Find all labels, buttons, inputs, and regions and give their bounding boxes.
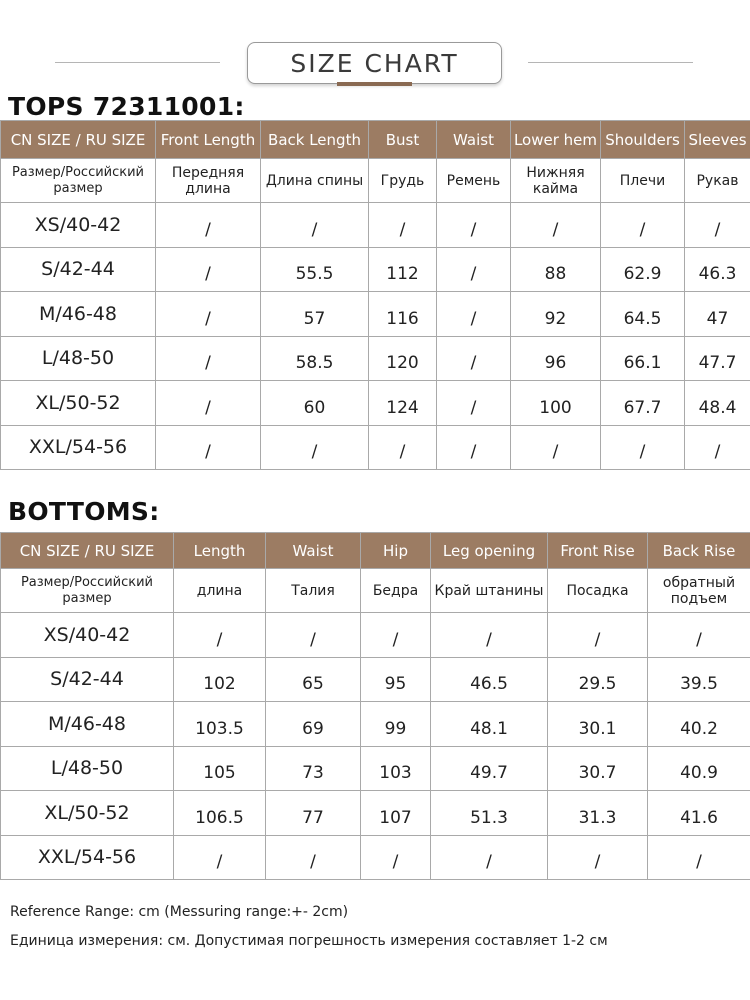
measurement-cell: 30.7 xyxy=(548,746,648,791)
size-label: XXL/54-56 xyxy=(1,835,174,880)
measurement-cell: 29.5 xyxy=(548,657,648,702)
column-header-ru: Грудь xyxy=(369,159,437,203)
measurement-cell: / xyxy=(361,835,431,880)
size-label: XL/50-52 xyxy=(1,381,156,426)
table-row xyxy=(1,613,750,658)
measurement-cell: / xyxy=(266,613,361,658)
size-label: XS/40-42 xyxy=(1,613,174,658)
column-header-en: CN SIZE / RU SIZE xyxy=(1,533,174,569)
bottoms-header-row-en xyxy=(1,533,750,569)
measurement-cell: 57 xyxy=(261,292,369,337)
measurement-cell: 124 xyxy=(369,381,437,426)
measurement-cell: 103.5 xyxy=(174,702,266,747)
measurement-cell: 51.3 xyxy=(431,791,548,836)
measurement-cell: 31.3 xyxy=(548,791,648,836)
column-header-en: Waist xyxy=(437,121,511,159)
measurement-cell: / xyxy=(648,835,750,880)
table-row xyxy=(1,702,750,747)
measurement-cell: / xyxy=(437,292,511,337)
column-header-ru: длина xyxy=(174,569,266,613)
measurement-cell: 88 xyxy=(511,247,601,292)
column-header-ru: Ремень xyxy=(437,159,511,203)
column-header-ru: Длина спины xyxy=(261,159,369,203)
bottoms-size-table xyxy=(0,532,750,880)
measurement-cell: 48.1 xyxy=(431,702,548,747)
size-label: L/48-50 xyxy=(1,336,156,381)
table-row xyxy=(1,425,750,470)
column-header-en: Lower hem xyxy=(511,121,601,159)
measurement-cell: 112 xyxy=(369,247,437,292)
measurement-cell: / xyxy=(174,835,266,880)
column-header-en: Shoulders xyxy=(601,121,685,159)
column-header-en: Waist xyxy=(266,533,361,569)
measurement-cell: / xyxy=(431,835,548,880)
header-divider-left xyxy=(55,62,220,63)
measurement-cell: / xyxy=(431,613,548,658)
measurement-cell: / xyxy=(437,203,511,248)
measurement-cell: / xyxy=(601,425,685,470)
measurement-cell: 39.5 xyxy=(648,657,750,702)
column-header-ru: Посадка xyxy=(548,569,648,613)
measurement-cell: 67.7 xyxy=(601,381,685,426)
tops-size-table xyxy=(0,120,750,470)
column-header-ru: Бедра xyxy=(361,569,431,613)
measurement-cell: 95 xyxy=(361,657,431,702)
table-row xyxy=(1,835,750,880)
size-label: M/46-48 xyxy=(1,702,174,747)
measurement-cell: / xyxy=(437,247,511,292)
measurement-cell: 41.6 xyxy=(648,791,750,836)
measurement-cell: / xyxy=(648,613,750,658)
measurement-cell: 116 xyxy=(369,292,437,337)
measurement-cell: 100 xyxy=(511,381,601,426)
measurement-cell: 46.3 xyxy=(685,247,750,292)
table-row xyxy=(1,381,750,426)
size-label: S/42-44 xyxy=(1,247,156,292)
measurement-cell: / xyxy=(261,203,369,248)
measurement-cell: / xyxy=(261,425,369,470)
size-chart-header xyxy=(0,40,750,90)
measurement-cell: / xyxy=(548,613,648,658)
tops-header-row-ru xyxy=(1,159,750,203)
column-header-ru: обратный подъем xyxy=(648,569,750,613)
size-label: S/42-44 xyxy=(1,657,174,702)
measurement-cell: 47 xyxy=(685,292,750,337)
measurement-cell: / xyxy=(156,336,261,381)
size-label: XL/50-52 xyxy=(1,791,174,836)
bottoms-section-title: BOTTOMS: xyxy=(8,497,160,526)
header-divider-right xyxy=(528,62,693,63)
measurement-cell: 99 xyxy=(361,702,431,747)
column-header-en: Length xyxy=(174,533,266,569)
measurement-cell: 30.1 xyxy=(548,702,648,747)
tops-header-row-en xyxy=(1,121,750,159)
title-accent-bar xyxy=(337,82,412,86)
measurement-cell: / xyxy=(685,203,750,248)
table-row xyxy=(1,791,750,836)
measurement-cell: / xyxy=(266,835,361,880)
measurement-cell: 69 xyxy=(266,702,361,747)
measurement-cell: 60 xyxy=(261,381,369,426)
measurement-cell: / xyxy=(156,292,261,337)
size-label: XXL/54-56 xyxy=(1,425,156,470)
measurement-cell: / xyxy=(601,203,685,248)
column-header-ru: Край штанины xyxy=(431,569,548,613)
measurement-cell: 96 xyxy=(511,336,601,381)
measurement-cell: 105 xyxy=(174,746,266,791)
measurement-cell: 92 xyxy=(511,292,601,337)
column-header-en: Sleeves xyxy=(685,121,750,159)
measurement-cell: 62.9 xyxy=(601,247,685,292)
measurement-cell: 47.7 xyxy=(685,336,750,381)
measurement-cell: / xyxy=(156,247,261,292)
measurement-cell: / xyxy=(511,425,601,470)
size-label: XS/40-42 xyxy=(1,203,156,248)
measurement-cell: / xyxy=(156,381,261,426)
measurement-cell: / xyxy=(437,381,511,426)
measurement-cell: 64.5 xyxy=(601,292,685,337)
size-chart-title: SIZE CHART xyxy=(247,42,502,84)
column-header-en: Front Length xyxy=(156,121,261,159)
measurement-cell: / xyxy=(369,203,437,248)
measurement-cell: / xyxy=(548,835,648,880)
measurement-cell: 40.2 xyxy=(648,702,750,747)
measurement-cell: / xyxy=(437,425,511,470)
measurement-cell: 65 xyxy=(266,657,361,702)
measurement-cell: 102 xyxy=(174,657,266,702)
bottoms-header-row-ru xyxy=(1,569,750,613)
column-header-en: Hip xyxy=(361,533,431,569)
measurement-cell: 55.5 xyxy=(261,247,369,292)
measurement-cell: / xyxy=(156,425,261,470)
measurement-cell: / xyxy=(361,613,431,658)
measurement-cell: 120 xyxy=(369,336,437,381)
table-row xyxy=(1,657,750,702)
column-header-ru: Талия xyxy=(266,569,361,613)
size-label: L/48-50 xyxy=(1,746,174,791)
column-header-ru: Рукав xyxy=(685,159,750,203)
column-header-en: Back Length xyxy=(261,121,369,159)
column-header-en: Bust xyxy=(369,121,437,159)
measurement-cell: / xyxy=(685,425,750,470)
measurement-cell: 46.5 xyxy=(431,657,548,702)
measurement-cell: 103 xyxy=(361,746,431,791)
tops-section-title: TOPS 72311001: xyxy=(8,92,245,121)
column-header-en: Front Rise xyxy=(548,533,648,569)
measurement-cell: / xyxy=(511,203,601,248)
table-row xyxy=(1,247,750,292)
table-row xyxy=(1,336,750,381)
table-row xyxy=(1,292,750,337)
measurement-cell: 106.5 xyxy=(174,791,266,836)
column-header-ru: Нижняя кайма xyxy=(511,159,601,203)
measurement-cell: / xyxy=(156,203,261,248)
measurement-unit-note-ru: Единица измерения: см. Допустимая погрешность измерения составляет 1-2 см xyxy=(10,933,608,949)
column-header-en: CN SIZE / RU SIZE xyxy=(1,121,156,159)
measurement-cell: 73 xyxy=(266,746,361,791)
measurement-cell: / xyxy=(437,336,511,381)
measurement-cell: 58.5 xyxy=(261,336,369,381)
measurement-cell: 40.9 xyxy=(648,746,750,791)
measurement-cell: 48.4 xyxy=(685,381,750,426)
table-row xyxy=(1,746,750,791)
measurement-cell: 66.1 xyxy=(601,336,685,381)
column-header-en: Leg opening xyxy=(431,533,548,569)
column-header-ru: Передняя длина xyxy=(156,159,261,203)
column-header-ru: Плечи xyxy=(601,159,685,203)
measurement-cell: 107 xyxy=(361,791,431,836)
measurement-cell: 77 xyxy=(266,791,361,836)
reference-range-note: Reference Range: cm (Messuring range:+- 2cm) xyxy=(10,904,349,920)
measurement-cell: / xyxy=(369,425,437,470)
column-header-ru: Размер/Российский размер xyxy=(1,569,174,613)
table-row xyxy=(1,203,750,248)
size-label: M/46-48 xyxy=(1,292,156,337)
measurement-cell: / xyxy=(174,613,266,658)
measurement-cell: 49.7 xyxy=(431,746,548,791)
column-header-en: Back Rise xyxy=(648,533,750,569)
column-header-ru: Размер/Российский размер xyxy=(1,159,156,203)
